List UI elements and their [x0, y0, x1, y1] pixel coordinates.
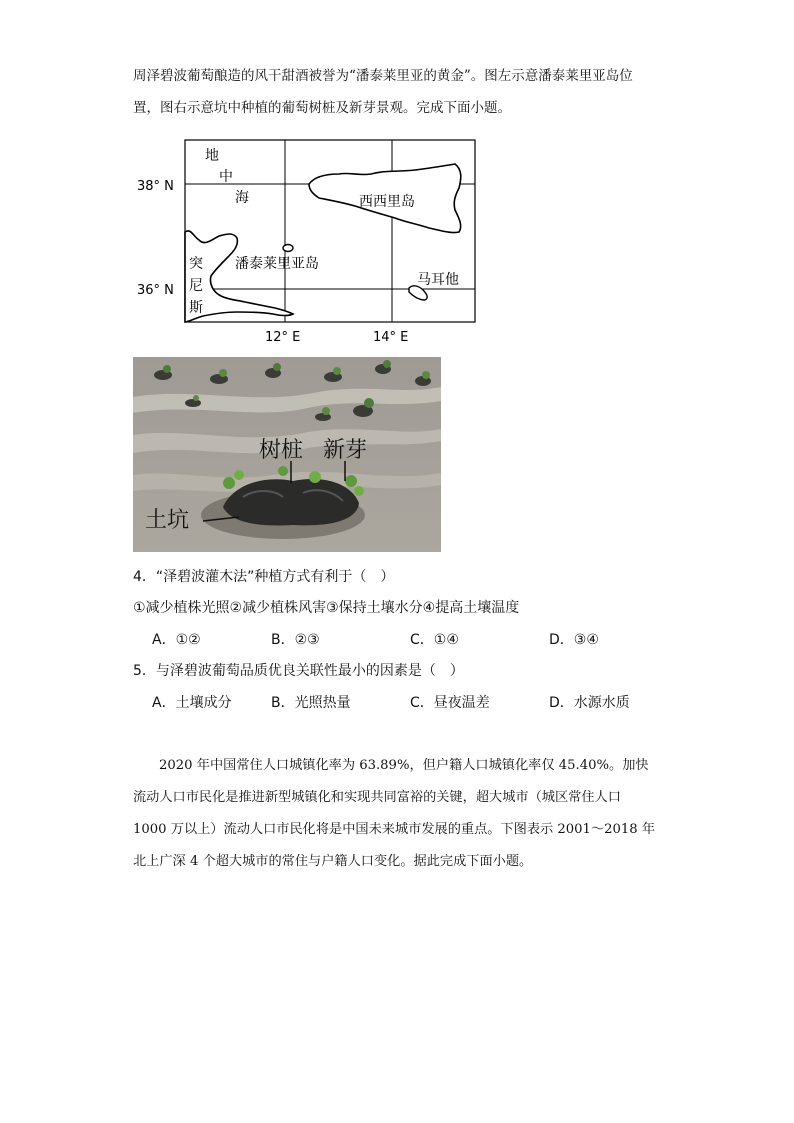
question-4-statements: ①减少植株光照②减少植株风害③保持土壤水分④提高土壤温度	[133, 600, 520, 616]
malta-label: 马耳他	[417, 272, 459, 288]
question-5-option-b[interactable]: B．光照热量	[271, 695, 351, 711]
vine-photo	[133, 357, 441, 552]
intro-line-1: 周泽碧波葡萄酿造的风干甜酒被誉为“潘泰莱里亚的黄金”。图左示意潘泰莱里亚岛位	[133, 68, 633, 84]
tunisia-label-2: 尼	[189, 278, 203, 294]
sicily-label: 西西里岛	[359, 194, 415, 210]
passage-line-4: 北上广深 4 个超大城市的常住与户籍人口变化。据此完成下面小题。	[133, 854, 533, 869]
question-4-option-d[interactable]: D．③④	[549, 632, 599, 648]
intro-paragraph	[133, 60, 663, 124]
question-5-option-a[interactable]: A．土壤成分	[152, 695, 232, 711]
lat-38-label: 38° N	[137, 179, 174, 194]
question-4-option-a[interactable]: A．①②	[152, 632, 201, 648]
lon-14-label: 14° E	[373, 330, 409, 345]
pantelleria-island	[283, 245, 293, 252]
question-4-option-b[interactable]: B．②③	[271, 632, 320, 648]
location-map	[133, 136, 493, 346]
question-4-stem: 4．“泽碧波灌木法”种植方式有利于（ ）	[133, 569, 395, 585]
pantelleria-label: 潘泰莱里亚岛	[235, 256, 319, 272]
sea-label-1: 地	[205, 148, 219, 164]
pit-label: 土坑	[145, 508, 190, 533]
passage-line-3: 1000 万以上）流动人口市民化将是中国未来城市发展的重点。下图表示 2001～2018 年	[133, 822, 656, 837]
intro-line-2: 置，图右示意坑中种植的葡萄树桩及新芽景观。完成下面小题。	[133, 100, 511, 116]
question-4-option-c[interactable]: C．①④	[410, 632, 459, 648]
bud-label: 新芽	[323, 438, 368, 463]
sea-label-2: 中	[219, 169, 233, 185]
passage-line-1: 2020 年中国常住人口城镇化率为 63.89%，但户籍人口城镇化率仅 45.40%。加快	[159, 758, 649, 773]
lon-12-label: 12° E	[265, 330, 301, 345]
tunisia-label-3: 斯	[189, 300, 203, 316]
lat-36-label: 36° N	[137, 283, 174, 298]
stump-label: 树桩	[259, 438, 304, 463]
question-5-stem: 5．与泽碧波葡萄品质优良关联性最小的因素是（ ）	[133, 663, 464, 679]
passage-line-2: 流动人口市民化是推进新型城镇化和实现共同富裕的关键，超大城市（城区常住人口	[133, 790, 621, 805]
photo-svg	[133, 357, 441, 552]
sea-label-3: 海	[235, 190, 249, 206]
question-5-option-d[interactable]: D．水源水质	[549, 695, 630, 711]
urbanization-passage	[133, 750, 663, 878]
question-5-option-c[interactable]: C．昼夜温差	[410, 695, 490, 711]
tunisia-label-1: 突	[189, 256, 203, 272]
map-svg	[133, 136, 493, 346]
